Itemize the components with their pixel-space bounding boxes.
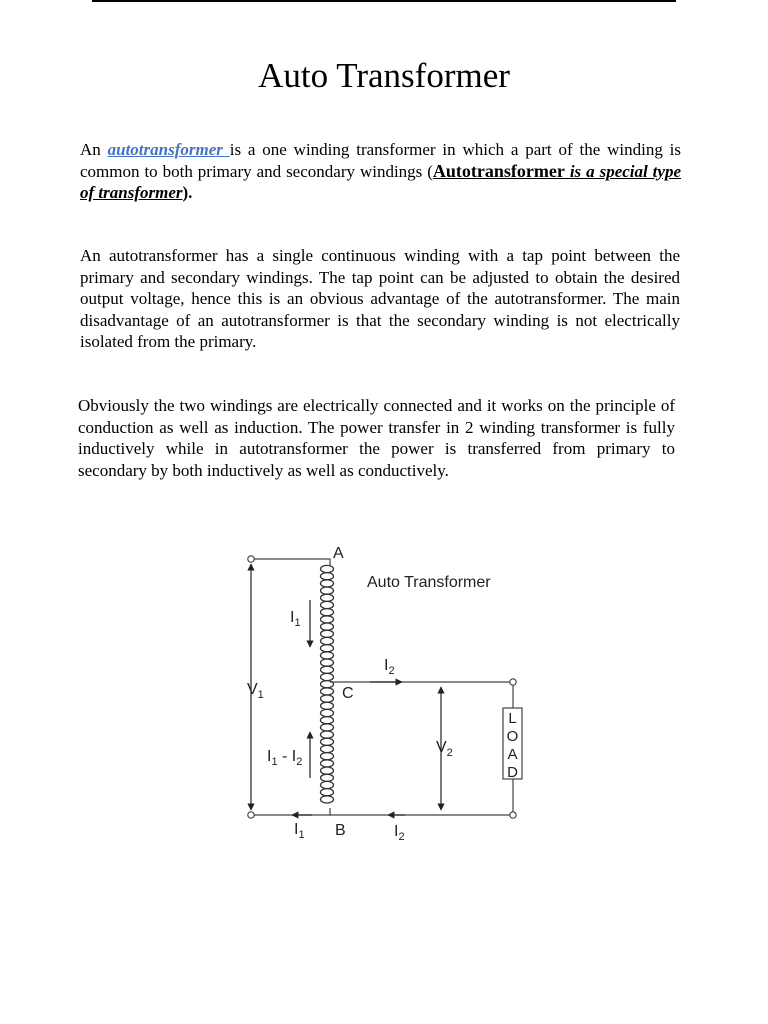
- diff-second-subscript: 2: [296, 756, 303, 768]
- v1-label: [247, 681, 264, 701]
- coil-turn: [321, 652, 334, 659]
- diff-first-subscript: 1: [271, 756, 278, 768]
- coil-turn: [321, 753, 334, 760]
- coil-turn: [321, 601, 334, 608]
- p1-mid: is a one winding transformer in which a part of the winding is common to both primary and secondary windings (: [80, 140, 682, 181]
- diff-first-letter: I: [267, 748, 272, 765]
- i1-bottom-label: [294, 821, 305, 841]
- coil-turn: [321, 587, 334, 594]
- i2-top-letter: I: [384, 657, 389, 674]
- terminal-load-bottom: [510, 812, 516, 818]
- coil-turn: [321, 724, 334, 731]
- coil-turn: [321, 666, 334, 673]
- p1-close: ).: [182, 183, 193, 202]
- coil-turn: [321, 738, 334, 745]
- coil-turn: [321, 789, 334, 796]
- coil-turn: [321, 760, 334, 767]
- terminal-a: [248, 556, 254, 562]
- i2-bottom-subscript: 2: [398, 831, 405, 843]
- coil-turn: [321, 659, 334, 666]
- coil-turn: [321, 781, 334, 788]
- p1-lead: An: [80, 140, 108, 159]
- coil-turn: [321, 767, 334, 774]
- coil-turn: [321, 796, 334, 803]
- coil-turn: [321, 594, 334, 601]
- coil-turn: [321, 695, 334, 702]
- connection-paragraph: Obviously the two windings are electrically connected and it works on the principle of conduction as well as induction. The power transfer in 2 winding transformer is fully inductively while in autotransformer the power is transferred from primary to secondary by both inductively as well as conductively.: [78, 396, 675, 480]
- terminal-b: [248, 812, 254, 818]
- terminal-load-top: [510, 679, 516, 685]
- v2-subscript: 2: [446, 747, 453, 759]
- load-letter-l: L: [508, 710, 517, 727]
- coil-turn: [321, 688, 334, 695]
- i1-minus-i2-label: [267, 748, 302, 768]
- coil-turn: [321, 616, 334, 623]
- i2-top-label: [384, 657, 395, 677]
- i2-bottom-letter: I: [394, 823, 399, 840]
- coil-turn: [321, 637, 334, 644]
- i1-bottom-letter: I: [294, 821, 299, 838]
- coil-turn: [321, 709, 334, 716]
- winding-paragraph: An autotransformer has a single continuous winding with a tap point between the primary and secondary windings. The tap point can be adjusted to obtain the desired output voltage, hence this is an obvious advantage of the autotransformer. The main disadvantage of an autotransformer is that the secondary winding is not electrically isolated from the primary.: [80, 246, 680, 351]
- v1-subscript: 1: [257, 689, 264, 701]
- i1-top-letter: I: [290, 609, 295, 626]
- diff-separator: - I: [277, 748, 297, 765]
- i2-bottom-label: [394, 823, 405, 843]
- node-a-label: A: [333, 545, 344, 562]
- coil-turn: [321, 702, 334, 709]
- v1-letter: V: [247, 681, 258, 698]
- v2-letter: V: [436, 739, 447, 756]
- coil-turn: [321, 609, 334, 616]
- coil-turn: [321, 645, 334, 652]
- i1-bottom-subscript: 1: [298, 829, 305, 841]
- diagram-caption: Auto Transformer: [367, 574, 491, 591]
- v2-label: [436, 739, 453, 759]
- node-c-label: C: [342, 685, 354, 702]
- autotransformer-link[interactable]: autotransformer: [107, 140, 230, 159]
- coil-turn: [321, 673, 334, 680]
- coil-turn: [321, 731, 334, 738]
- coil-turn: [321, 580, 334, 587]
- page-title: Auto Transformer: [258, 56, 510, 95]
- p1-bold-term: Autotransformer: [432, 160, 565, 181]
- winding-coil: [321, 565, 334, 803]
- top-wire: [251, 559, 330, 566]
- coil-turn: [321, 745, 334, 752]
- i2-top-subscript: 2: [388, 665, 395, 677]
- load-letter-o: O: [506, 728, 519, 745]
- i1-top-label: [290, 609, 301, 629]
- coil-turn: [321, 565, 334, 572]
- coil-turn: [321, 630, 334, 637]
- i1-top-subscript: 1: [294, 617, 301, 629]
- coil-turn: [321, 774, 334, 781]
- load-letter-d: D: [507, 764, 518, 781]
- coil-turn: [321, 573, 334, 580]
- coil-turn: [321, 717, 334, 724]
- node-b-label: B: [335, 822, 346, 839]
- p1-special-type: is a special type of transformer: [80, 161, 681, 202]
- load-letter-a: A: [507, 746, 518, 763]
- bottom-wire-left: [251, 808, 330, 815]
- coil-turn: [321, 623, 334, 630]
